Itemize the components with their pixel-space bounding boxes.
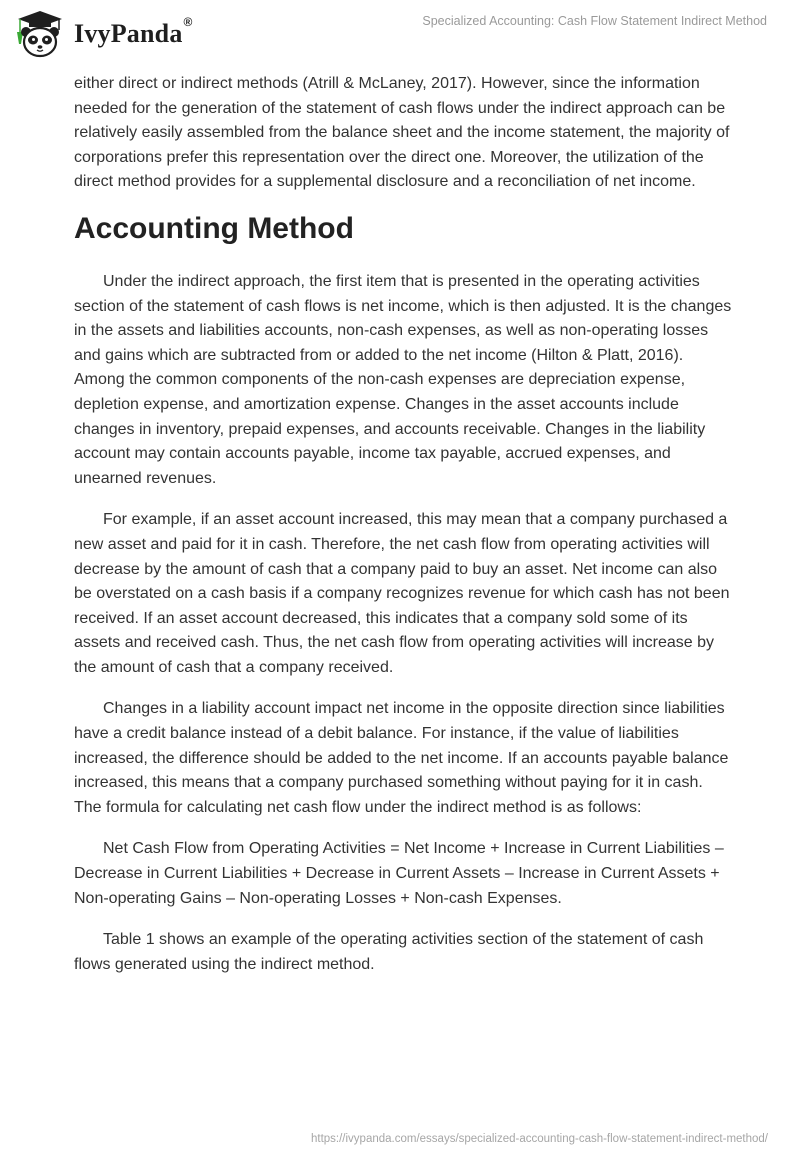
intro-paragraph: either direct or indirect methods (Atrill & McLaney, 2017). However, since the information needed for the generation of the statement of cash flows under the indirect approach can be relatively easily assembled from the balance sheet and the income statement, the majority of corporations prefer this representation over the direct one. Moreover, the utilization of the direct method provides for a supplemental disclosure and a reconciliation of net income. — [74, 75, 730, 191]
registered-mark: ® — [183, 15, 193, 29]
body-paragraph: Under the indirect approach, the first item that is presented in the operating activities section of the statement of cash flows is net income, which is then adjusted. It is the changes in the assets and liabilities accounts, non-cash expenses, as well as non-operating losses and gains which are subtracted from or added to the net income (Hilton & Platt, 2016). Among the common components of the non-cash expenses are depreciation expense, depletion expense, and amortization expense. Changes in the asset accounts include changes in inventory, prepaid expenses, and accounts receivable. Changes in the liability account may contain accounts payable, income tax payable, accrued expenses, and unearned revenues. — [74, 272, 732, 487]
section-heading: Accounting Method — [74, 211, 354, 245]
site-logo[interactable] — [14, 8, 193, 60]
logo-wordmark: IvyPanda® — [74, 15, 193, 48]
page-header — [0, 0, 800, 70]
body-paragraph: For example, if an asset account increased, this may mean that a company purchased a new asset and paid for it in cash. Therefore, the net cash flow from operating activities will decrease by the amount of cash that a company paid to buy an asset. Net income can also be overstated on a cash basis if a company recognizes revenue for which cash has not been received. If an asset account decreased, this indicates that a company sold some of its assets and received cash. Thus, the net cash flow from operating activities will increase by the amount of cash that a company received. — [74, 511, 730, 676]
panda-graduate-icon — [14, 8, 66, 60]
body-paragraph: Changes in a liability account impact net income in the opposite direction since liabilities have a credit balance instead of a debit balance. For instance, if the value of liabilities increased, the difference should be added to the net income. If an accounts payable balance increased, this means that a company purchased something without paying for it in cash. The formula for calculating net cash flow under the indirect method is as follows: — [74, 700, 729, 816]
essay-body — [74, 72, 734, 994]
source-url[interactable]: https://ivypanda.com/essays/specialized-accounting-cash-flow-statement-indirect-method/ — [310, 1133, 768, 1145]
formula-paragraph: Net Cash Flow from Operating Activities = Net Income + Increase in Current Liabilities – Decrease in Current Liabilities + Decrease in Current Assets – Increase in Current Assets + Non-operating Gains – Non-operating Losses + Non-cash Expenses. — [74, 840, 724, 907]
document-title: Specialized Accounting: Cash Flow Statement Indirect Method — [422, 14, 767, 28]
body-paragraph: Table 1 shows an example of the operating activities section of the statement of cash flows generated using the indirect method. — [74, 931, 704, 973]
